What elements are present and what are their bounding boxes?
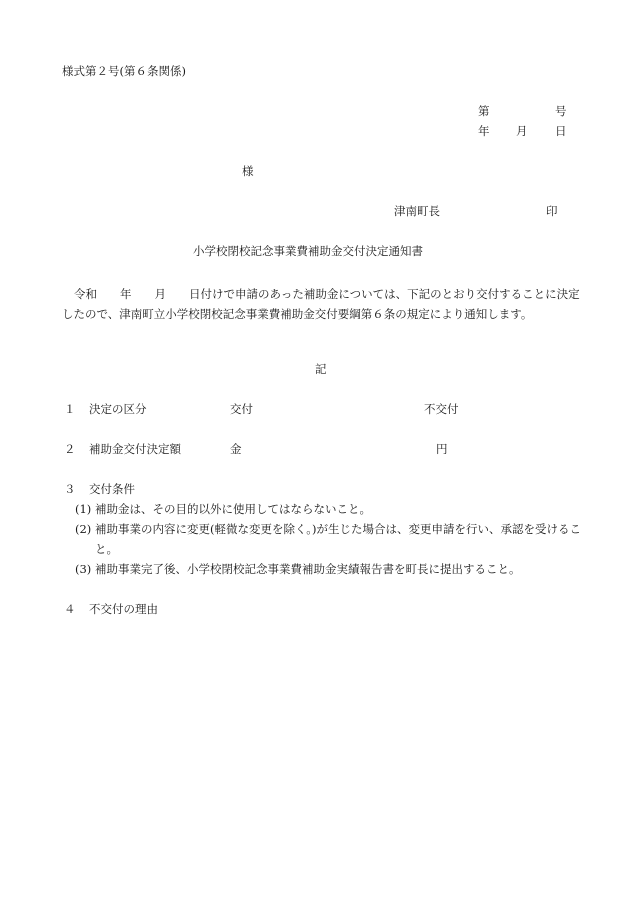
item3-number: ３ <box>64 482 76 496</box>
condition-1-number: (1) <box>75 502 92 516</box>
item3-label: 交付条件 <box>89 482 135 496</box>
item1-option-fukofu: 不交付 <box>424 402 459 416</box>
date-year: 年 <box>478 124 490 138</box>
condition-2-text: 補助事業の内容に変更(軽微な変更を除く。)が生じた場合は、変更申請を行い、承認を受けること。 <box>95 522 581 556</box>
item4-number: ４ <box>64 602 76 616</box>
addressee-suffix: 様 <box>242 164 254 178</box>
date-day: 日 <box>555 124 567 138</box>
issuer-seal: 印 <box>546 204 558 218</box>
item2-unit: 円 <box>436 442 448 456</box>
item2-number: ２ <box>64 442 76 456</box>
ki-heading: 記 <box>315 362 327 376</box>
item2-label: 補助金交付決定額 <box>89 442 181 456</box>
body-paragraph: 令和 年 月 日付けで申請のあった補助金については、下記のとおり交付することに決定したので、津南町立小学校閉校記念事業費補助金交付要綱第６条の規定により通知します。 <box>62 287 580 321</box>
item1-option-kofu: 交付 <box>230 402 253 416</box>
item1-label: 決定の区分 <box>89 402 147 416</box>
condition-1-text: 補助金は、その目的以外に使用してはならないこと。 <box>95 502 371 516</box>
condition-1 <box>75 499 585 519</box>
date-month: 月 <box>516 124 528 138</box>
item4-label: 不交付の理由 <box>89 602 158 616</box>
condition-3-text: 補助事業完了後、小学校閉校記念事業費補助金実績報告書を町長に提出すること。 <box>95 562 521 576</box>
issuer-title: 津南町長 <box>394 204 440 218</box>
condition-2-number: (2) <box>75 522 92 536</box>
condition-3-number: (3) <box>75 562 92 576</box>
item2-prefix: 金 <box>230 442 242 456</box>
condition-2 <box>75 519 585 559</box>
doc-number-go: 号 <box>555 104 567 118</box>
doc-number-dai: 第 <box>478 104 490 118</box>
document-title: 小学校閉校記念事業費補助金交付決定通知書 <box>193 244 423 258</box>
item1-number: １ <box>64 402 76 416</box>
form-label: 様式第２号(第６条関係) <box>62 64 186 78</box>
condition-3 <box>75 559 585 579</box>
